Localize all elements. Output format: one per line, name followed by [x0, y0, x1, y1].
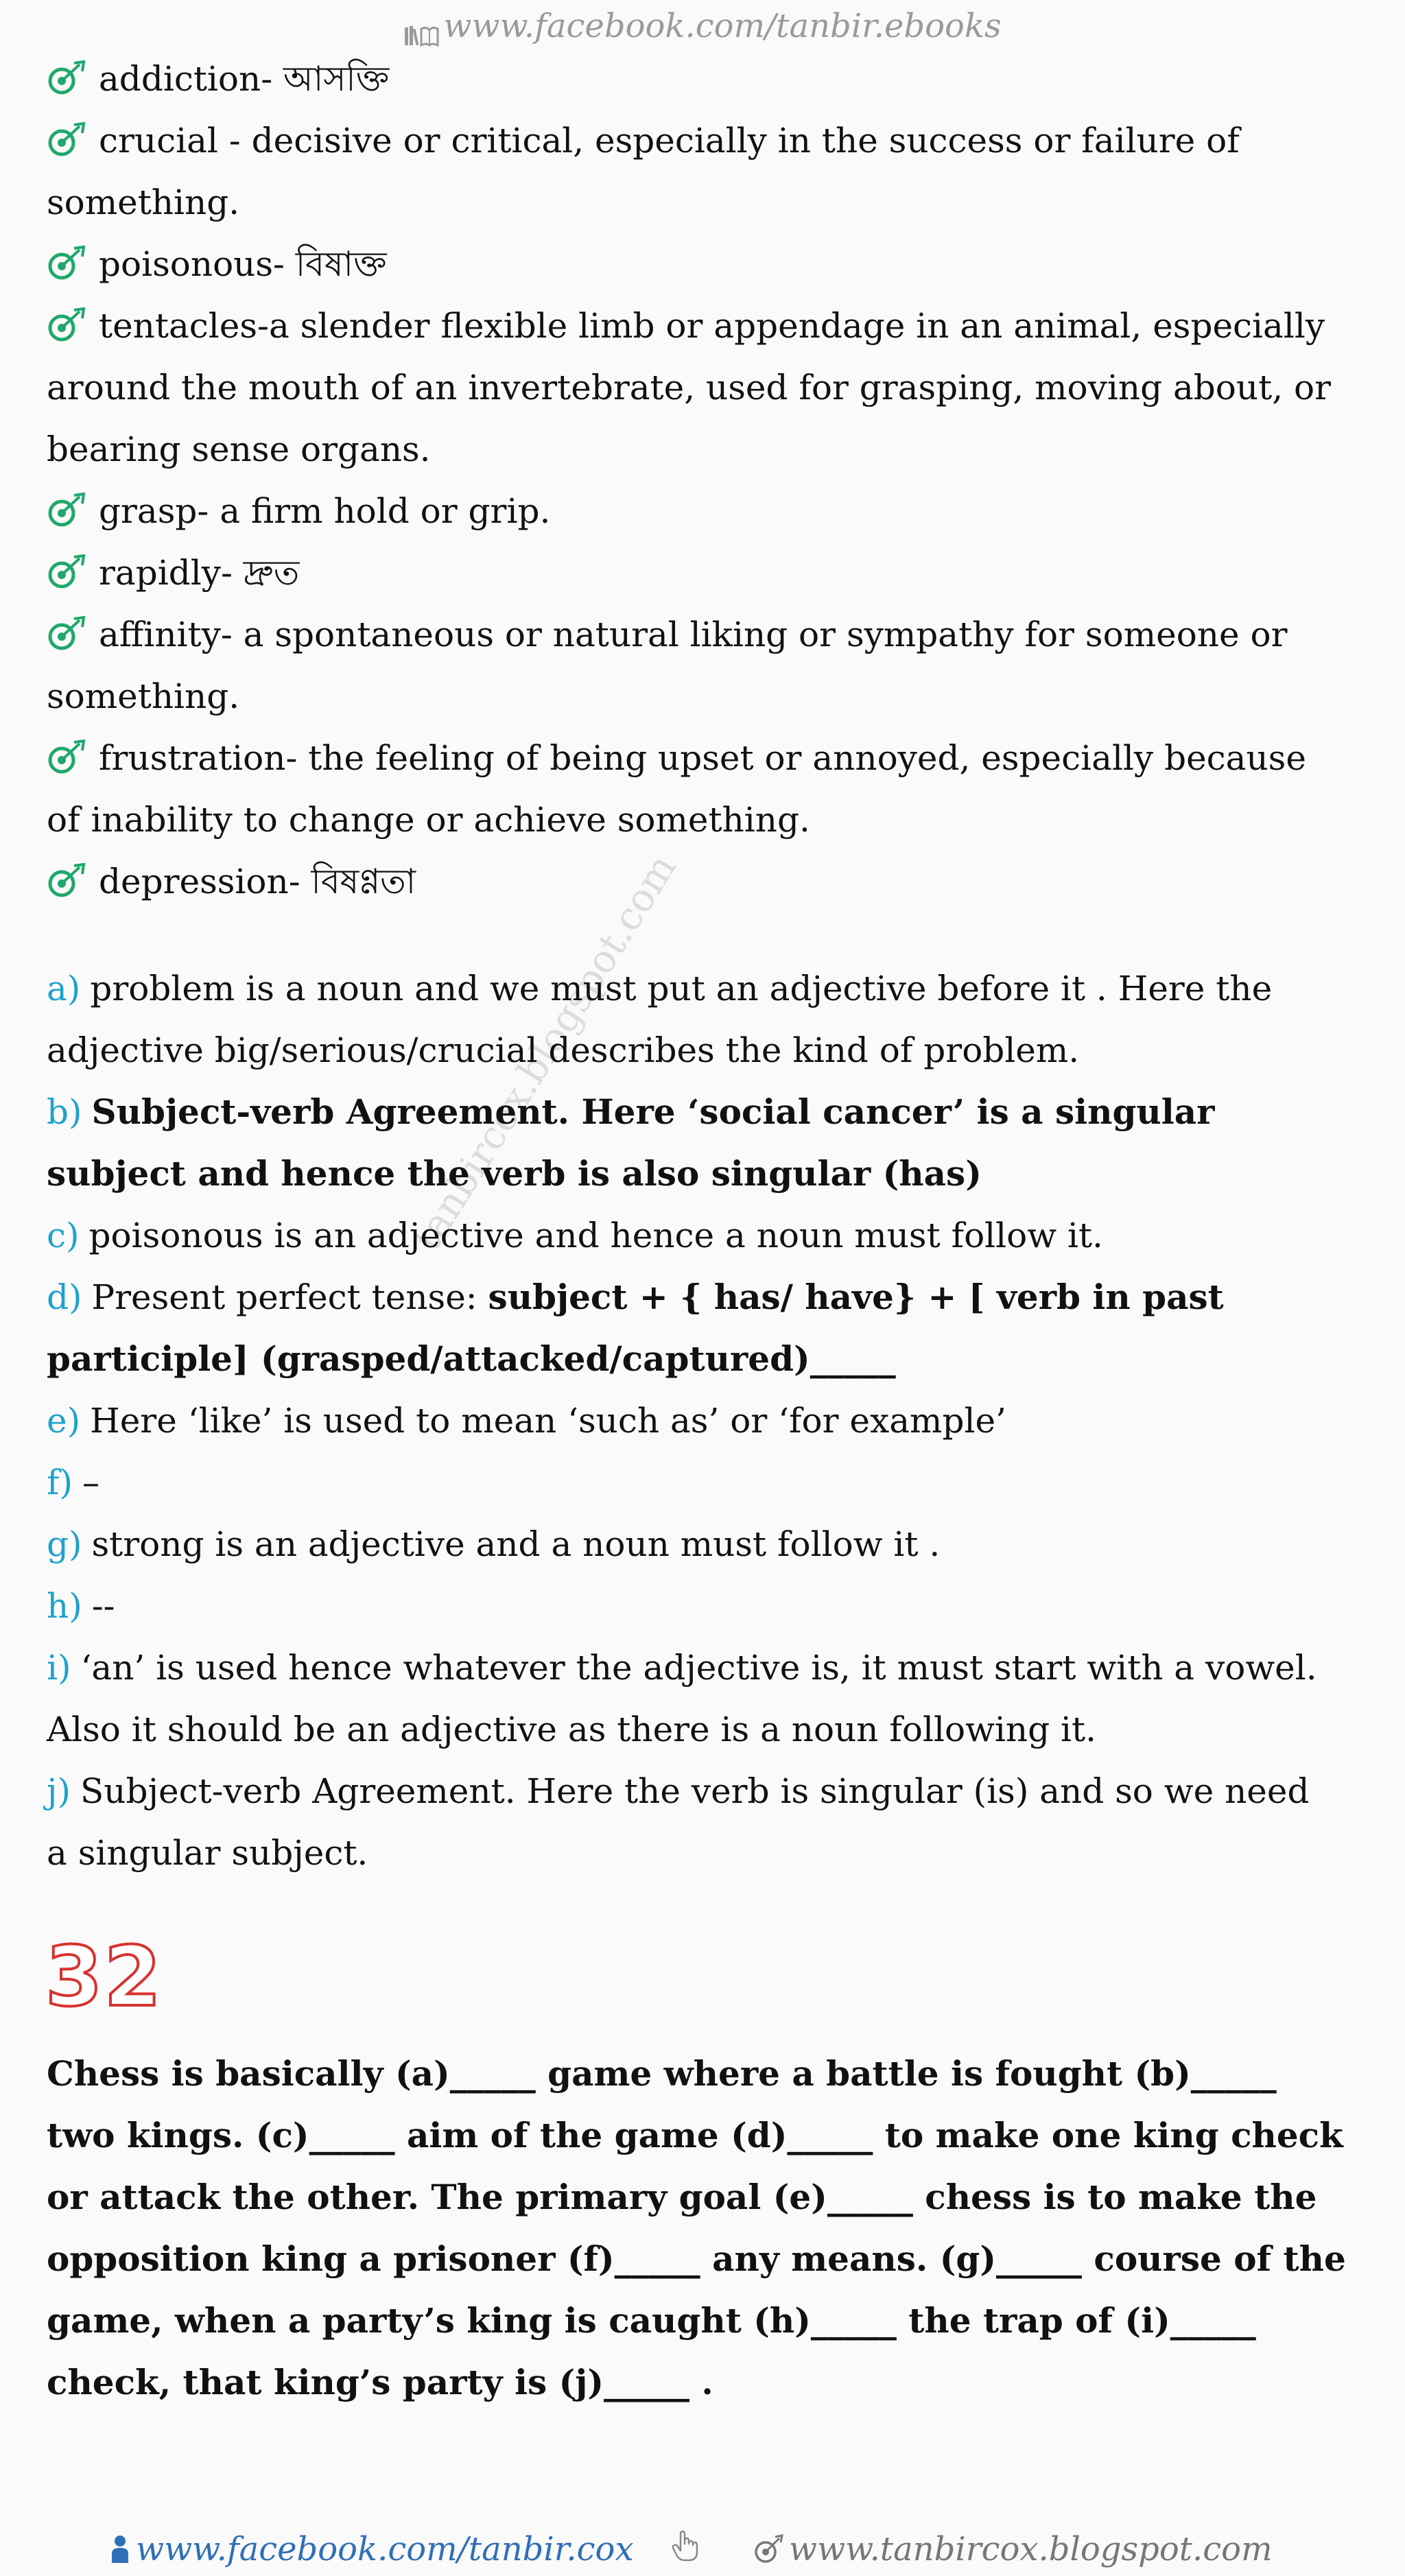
- answer-item: [47, 1205, 1336, 1266]
- vocab-separator: -: [220, 615, 244, 654]
- vocab-item: [47, 110, 1336, 233]
- answer-text: strong is an adjective and a noun must follow it .: [91, 1524, 941, 1564]
- vocab-item: [47, 48, 1336, 110]
- vocab-term: rapidly: [99, 553, 221, 593]
- answer-letter: f): [47, 1463, 73, 1502]
- answer-letter: b): [47, 1092, 82, 1132]
- vocab-item: [47, 604, 1336, 727]
- page-header: [0, 5, 1405, 47]
- vocab-definition: a slender flexible limb or appendage in an animal, especially around the mouth of an invertebrate, used for grasping, moving about, or bearing sense organs.: [47, 306, 1331, 469]
- footer-facebook-link[interactable]: www.facebook.com/tanbir.cox: [136, 2530, 634, 2568]
- answer-item: [47, 1637, 1336, 1760]
- vocab-item: [47, 851, 1336, 912]
- footer-facebook[interactable]: [110, 2530, 634, 2573]
- vocab-separator: -: [273, 244, 296, 284]
- section-gap: [47, 912, 1336, 958]
- answer-text: --: [91, 1586, 115, 1626]
- target-arrow-icon: [753, 2534, 783, 2573]
- vocab-definition: বিষাক্ত: [295, 244, 387, 284]
- vocab-separator: -: [197, 491, 220, 531]
- footer-blog[interactable]: [753, 2530, 1273, 2573]
- hand-pointer-icon: [671, 2530, 698, 2570]
- vocab-item: [47, 295, 1336, 480]
- answer-item: [47, 1266, 1336, 1390]
- target-arrow-bullet-icon: [47, 486, 88, 521]
- vocab-term: frustration: [99, 738, 286, 778]
- vocab-definition: বিষণ্ণতা: [311, 862, 416, 901]
- answer-text: Present perfect tense:: [91, 1277, 488, 1317]
- vocab-definition: the feeling of being upset or annoyed, especially because of inability to change or achieve something.: [47, 738, 1306, 840]
- vocab-definition: a spontaneous or natural liking or sympathy for someone or something.: [47, 615, 1288, 716]
- answer-text: problem is a noun and we must put an adjective before it . Here the adjective big/serious/crucial describes the kind of problem.: [47, 969, 1273, 1070]
- answer-letter: g): [47, 1524, 82, 1564]
- target-arrow-bullet-icon: [47, 547, 88, 583]
- watermark: tanbircox.blogspot.com: [405, 847, 685, 1259]
- footer-blog-link[interactable]: www.tanbircox.blogspot.com: [789, 2530, 1273, 2568]
- vocab-term: grasp: [99, 491, 198, 531]
- vocab-separator: -: [261, 59, 284, 99]
- vocab-item: [47, 480, 1336, 542]
- vocab-separator: -: [285, 738, 309, 778]
- target-arrow-bullet-icon: [47, 115, 88, 151]
- vocab-item: [47, 542, 1336, 604]
- answer-letter: a): [47, 969, 81, 1008]
- vocab-separator: -: [288, 862, 311, 901]
- target-arrow-bullet-icon: [47, 54, 88, 89]
- answer-list: [47, 958, 1336, 1884]
- passage-text: Chess is basically (a)_____ game where a battle is fought (b)_____ two kings. (c)_____ aim of the game (d)_____ to make one king check or attack the other. The primary goal (e)_____ chess is to make the opposition king a prisoner (f)_____ any means. (g)_____ course of the game, when a party’s king is caught (h)_____ the trap of (i)_____ check, that king’s party is (j)_____ .: [47, 2053, 1346, 2402]
- answer-item: [47, 1390, 1336, 1452]
- vocab-list: [47, 48, 1336, 912]
- vocab-term: crucial: [99, 121, 229, 161]
- answer-text: ‘an’ is used hence whatever the adjective is, it must start with a vowel. Also it should be an adjective as there is a noun following it.: [47, 1648, 1317, 1749]
- vocab-definition: decisive or critical, especially in the success or failure of something.: [47, 121, 1240, 222]
- answer-text: poisonous is an adjective and hence a noun must follow it.: [88, 1216, 1103, 1255]
- target-arrow-bullet-icon: [47, 856, 88, 892]
- answer-bold-text: Subject-verb Agreement. Here ‘social cancer’ is a singular subject and hence the verb is also singular (has): [47, 1091, 1215, 1194]
- target-arrow-bullet-icon: [47, 733, 88, 768]
- vocab-definition: দ্রুত: [243, 553, 300, 593]
- answer-letter: j): [47, 1771, 71, 1811]
- answer-letter: h): [47, 1586, 82, 1626]
- target-arrow-bullet-icon: [47, 239, 88, 274]
- answer-text: Subject-verb Agreement. Here the verb is singular (is) and so we need a singular subject.: [47, 1771, 1310, 1873]
- vocab-definition: a firm hold or grip.: [220, 491, 551, 531]
- page-footer: [0, 2530, 1405, 2571]
- book-icon: [403, 16, 439, 41]
- section-number: 32: [45, 1930, 163, 2025]
- answer-bold-text: subject + { has/ have} + [ verb in past participle] (grasped/attacked/captured)_____: [47, 1277, 1224, 1379]
- answer-item: [47, 1081, 1336, 1205]
- main-content: [47, 48, 1336, 1884]
- answer-item: [47, 1575, 1336, 1637]
- vocab-term: tentacles: [99, 306, 258, 346]
- answer-letter: d): [47, 1277, 82, 1317]
- target-arrow-bullet-icon: [47, 609, 88, 645]
- vocab-term: addiction: [99, 59, 261, 99]
- answer-letter: c): [47, 1216, 80, 1255]
- answer-letter: e): [47, 1401, 81, 1441]
- answer-item: [47, 1452, 1336, 1513]
- vocab-separator: -: [257, 306, 269, 346]
- vocab-definition: আসক্তি: [283, 59, 390, 99]
- vocab-separator: -: [220, 553, 244, 593]
- vocab-item: [47, 233, 1336, 295]
- vocab-separator: -: [228, 121, 252, 161]
- answer-text: –: [82, 1463, 100, 1502]
- vocab-item: [47, 727, 1336, 851]
- header-url[interactable]: www.facebook.com/tanbir.ebooks: [443, 7, 1002, 45]
- answer-item: [47, 1513, 1336, 1575]
- vocab-term: affinity: [99, 615, 221, 654]
- vocab-term: depression: [99, 862, 289, 901]
- answer-letter: i): [47, 1648, 71, 1688]
- person-icon: [110, 2534, 130, 2573]
- vocab-term: poisonous: [99, 244, 274, 284]
- answer-item: [47, 1760, 1336, 1884]
- answer-item: [47, 958, 1336, 1081]
- target-arrow-bullet-icon: [47, 300, 88, 336]
- answer-text: Here ‘like’ is used to mean ‘such as’ or ‘for example’: [90, 1401, 1006, 1441]
